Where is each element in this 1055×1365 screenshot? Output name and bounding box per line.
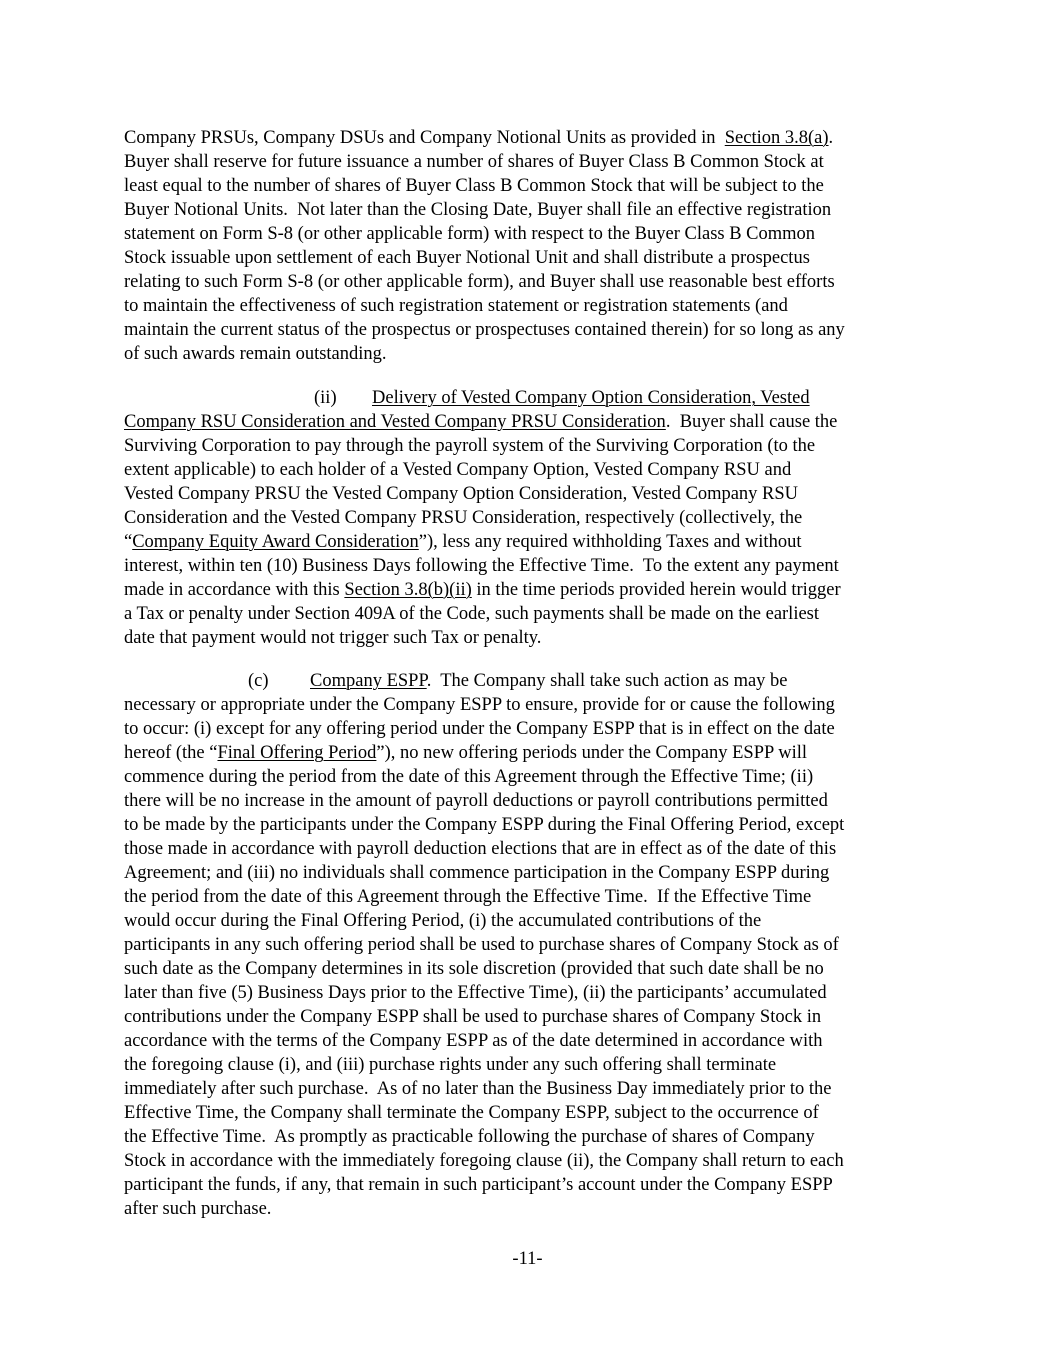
text-line	[124, 742, 807, 766]
text-line: would occur during the Final Offering Period, (i) the accumulated contributions of the	[124, 911, 762, 931]
text-line: participant the funds, if any, that remain in such participant’s account under the Company ESPP	[124, 1175, 833, 1195]
text-line: extent applicable) to each holder of a Vested Company Option, Vested Company RSU and	[124, 460, 792, 480]
text-line: the foregoing clause (i), and (iii) purchase rights under any such offering shall terminate	[124, 1055, 777, 1075]
text-line: to be made by the participants under the Company ESPP during the Final Offering Period, except	[124, 815, 845, 835]
text-line: relating to such Form S-8 (or other applicable form), and Buyer shall use reasonable best efforts	[124, 272, 835, 292]
text-line: commence during the period from the date of this Agreement through the Effective Time; (ii)	[124, 767, 814, 787]
text-line	[124, 579, 841, 603]
section-reference: Section 3.8(a)	[724, 128, 829, 148]
text-line: Stock in accordance with the immediately foregoing clause (ii), the Company shall return to each	[124, 1151, 844, 1171]
text-line: such date as the Company determines in its sole discretion (provided that such date shall be no	[124, 959, 824, 979]
text-line: accordance with the terms of the Company ESPP as of the date determined in accordance with	[124, 1031, 823, 1051]
text-line: Vested Company PRSU the Vested Company Option Consideration, Vested Company RSU	[124, 484, 799, 504]
text-line: date that payment would not trigger such Tax or penalty.	[124, 628, 542, 648]
clause-heading: Company ESPP	[310, 671, 427, 691]
defined-term: Company Equity Award Consideration	[132, 532, 419, 552]
text-line: statement on Form S-8 (or other applicable form) with respect to the Buyer Class B Common	[124, 224, 816, 244]
text-span: Company PRSUs, Company DSUs and Company Notional Units as provided in	[124, 128, 725, 148]
text-line: Stock issuable upon settlement of each Buyer Notional Unit and shall distribute a prospectus	[124, 248, 810, 268]
text-line: Consideration and the Vested Company PRSU Consideration, respectively (collectively, the	[124, 508, 803, 528]
text-line: necessary or appropriate under the Company ESPP to ensure, provide for or cause the following	[124, 695, 835, 715]
text-line: least equal to the number of shares of Buyer Class B Common Stock that will be subject to the	[124, 176, 824, 196]
clause-heading: Delivery of Vested Company Option Consideration, Vested	[372, 388, 810, 408]
text-line: there will be no increase in the amount of payroll deductions or payroll contributions permitted	[124, 791, 828, 811]
text-line	[124, 531, 801, 555]
page-number: -11-	[512, 1249, 543, 1269]
text-line: maintain the current status of the prospectus or prospectuses contained therein) for so long as any	[124, 320, 845, 340]
text-line: Agreement; and (iii) no individuals shall commence participation in the Company ESPP during	[124, 863, 830, 883]
text-span: hereof (the “	[124, 743, 218, 763]
text-line: the Effective Time. As promptly as practicable following the purchase of shares of Company	[124, 1127, 815, 1147]
text-line: Buyer shall reserve for future issuance a number of shares of Buyer Class B Common Stock at	[124, 152, 824, 172]
text-line: immediately after such purchase. As of no later than the Business Day immediately prior to the	[124, 1079, 832, 1099]
text-span: made in accordance with this	[124, 580, 345, 600]
text-span: . The Company shall take such action as may be	[426, 671, 788, 691]
text-span: ”), no new offering periods under the Company ESPP will	[376, 743, 807, 763]
text-line: Effective Time, the Company shall terminate the Company ESPP, subject to the occurrence of	[124, 1103, 819, 1123]
text-span: “	[124, 532, 133, 552]
text-line: those made in accordance with payroll deduction elections that are in effect as of the date of this	[124, 839, 837, 859]
clause-heading: Company RSU Consideration and Vested Company PRSU Consideration	[124, 412, 666, 432]
text-line: Surviving Corporation to pay through the payroll system of the Surviving Corporation (to the	[124, 436, 816, 456]
text-line: to maintain the effectiveness of such registration statement or registration statements (and	[124, 296, 788, 316]
text-line: of such awards remain outstanding.	[124, 344, 387, 364]
text-line: later than five (5) Business Days prior to the Effective Time), (ii) the participants’ accumulated	[124, 983, 827, 1003]
defined-term: Final Offering Period	[217, 743, 377, 763]
clause-number: (ii)	[314, 388, 337, 408]
text-line: the period from the date of this Agreement through the Effective Time. If the Effective Time	[124, 887, 812, 907]
clause-number: (c)	[248, 671, 269, 691]
text-span: . Buyer shall cause the	[665, 412, 838, 432]
text-line: interest, within ten (10) Business Days following the Effective Time. To the extent any payment	[124, 556, 839, 576]
text-line	[310, 670, 788, 694]
text-span: ”), less any required withholding Taxes and without	[418, 532, 802, 552]
text-line: participants in any such offering period shall be used to purchase shares of Company Stock as of	[124, 935, 839, 955]
text-span: in the time periods provided herein would trigger	[471, 580, 841, 600]
text-line: to occur: (i) except for any offering period under the Company ESPP that is in effect on the date	[124, 719, 835, 739]
text-span: .	[828, 128, 834, 148]
text-line	[124, 411, 837, 435]
text-line: contributions under the Company ESPP shall be used to purchase shares of Company Stock in	[124, 1007, 822, 1027]
text-line: after such purchase.	[124, 1199, 272, 1219]
text-line: a Tax or penalty under Section 409A of the Code, such payments shall be made on the earliest	[124, 604, 820, 624]
text-line: Buyer Notional Units. Not later than the Closing Date, Buyer shall file an effective registration	[124, 200, 832, 220]
text-line	[124, 127, 833, 151]
section-reference: Section 3.8(b)(ii)	[344, 580, 472, 600]
